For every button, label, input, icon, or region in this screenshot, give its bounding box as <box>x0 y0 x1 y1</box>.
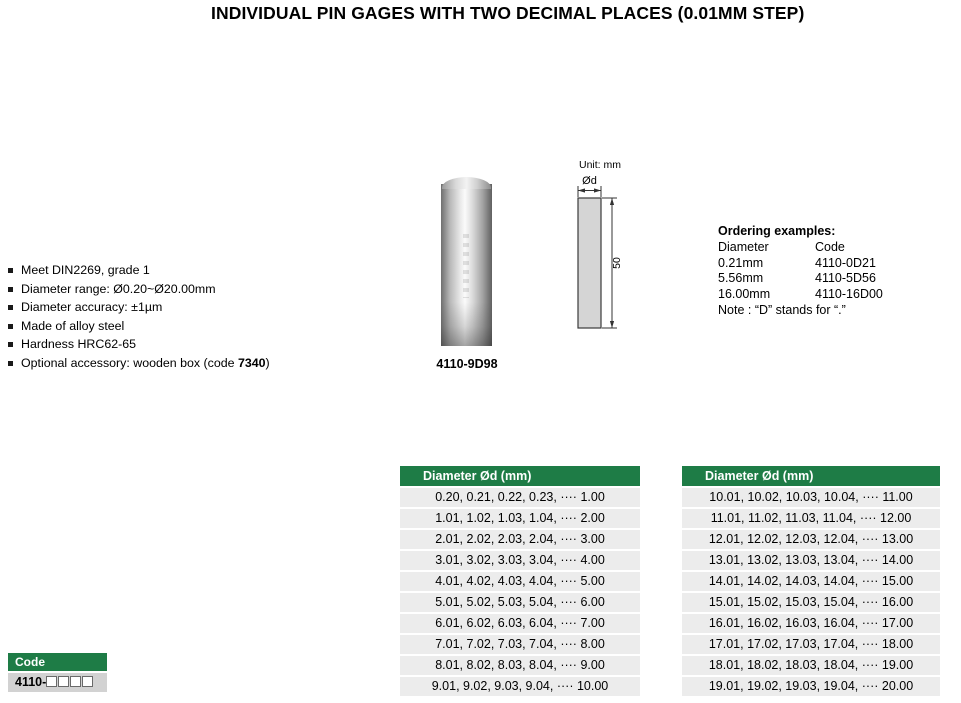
table-row: 8.01, 8.02, 8.03, 8.04, ···· 9.00 <box>400 656 640 675</box>
table-row: 7.01, 7.02, 7.03, 7.04, ···· 8.00 <box>400 635 640 654</box>
table-row: 16.01, 16.02, 16.03, 16.04, ···· 17.00 <box>682 614 940 633</box>
table-row: 9.01, 9.02, 9.03, 9.04, ···· 10.00 <box>400 677 640 696</box>
table-row: 2.01, 2.02, 2.03, 2.04, ···· 3.00 <box>400 530 640 549</box>
table-row: 11.01, 11.02, 11.03, 11.04, ···· 12.00 <box>682 509 940 528</box>
pin-engraving <box>463 234 469 298</box>
table-row: 4.01, 4.02, 4.03, 4.04, ···· 5.00 <box>400 572 640 591</box>
table-row: 6.01, 6.02, 6.03, 6.04, ···· 7.00 <box>400 614 640 633</box>
diameter-table-left <box>400 466 640 696</box>
accessory-code: 7340 <box>237 355 266 370</box>
diameter-dim-label: Ød <box>582 175 597 187</box>
table-row: 0.20, 0.21, 0.22, 0.23, ···· 1.00 <box>400 488 640 507</box>
ordering-cell: 4110-0D21 <box>815 255 876 270</box>
table-row: 5.01, 5.02, 5.03, 5.04, ···· 6.00 <box>400 593 640 612</box>
table-row: 18.01, 18.02, 18.03, 18.04, ···· 19.00 <box>682 656 940 675</box>
ordering-cell: 0.21mm <box>718 255 764 270</box>
code-placeholder-square <box>46 676 57 687</box>
feature-text: Meet DIN2269, grade 1 <box>21 263 150 277</box>
feature-text: Diameter range: Ø0.20~Ø20.00mm <box>21 281 216 296</box>
pin-outline <box>578 198 601 328</box>
diameter-table-right <box>682 466 940 696</box>
table-header: Diameter Ød (mm) <box>400 466 640 486</box>
table-row: 14.01, 14.02, 14.03, 14.04, ···· 15.00 <box>682 572 940 591</box>
ordering-examples <box>718 224 883 319</box>
ordering-col-header: Code <box>815 239 845 254</box>
ordering-note: Note : “D” stands for “.” <box>718 302 846 317</box>
feature-item <box>8 335 270 354</box>
ordering-cell: 4110-5D56 <box>815 271 876 286</box>
ordering-col-header: Diameter <box>718 239 769 254</box>
feature-item <box>8 317 270 336</box>
page-title: INDIVIDUAL PIN GAGES WITH TWO DECIMAL PLACES (0.01MM STEP) <box>211 3 805 23</box>
table-row: 12.01, 12.02, 12.03, 12.04, ···· 13.00 <box>682 530 940 549</box>
product-code-label: 4110-9D98 <box>436 357 498 371</box>
pin-top-cap <box>442 177 491 189</box>
table-row: 13.01, 13.02, 13.03, 13.04, ···· 14.00 <box>682 551 940 570</box>
feature-item <box>8 280 270 299</box>
table-row: 19.01, 19.02, 19.03, 19.04, ···· 20.00 <box>682 677 940 696</box>
ordering-cell: 4110-16D00 <box>815 287 883 302</box>
feature-text: Optional accessory: wooden box (code 7340) <box>21 355 270 370</box>
ordering-title: Ordering examples: <box>718 224 836 238</box>
dimension-drawing <box>560 153 645 348</box>
ordering-cell: 5.56mm <box>718 271 764 286</box>
code-placeholder-square <box>58 676 69 687</box>
code-block-header: Code <box>8 653 107 671</box>
square-bullet-icon <box>8 287 13 292</box>
feature-text: Hardness HRC62-65 <box>21 337 137 352</box>
square-bullet-icon <box>8 342 13 347</box>
unit-label: Unit: mm <box>579 159 621 171</box>
table-row: 15.01, 15.02, 15.03, 15.04, ···· 16.00 <box>682 593 940 612</box>
code-placeholder-square <box>82 676 93 687</box>
feature-item <box>8 298 270 317</box>
pin-body <box>441 184 492 346</box>
square-bullet-icon <box>8 361 13 366</box>
square-bullet-icon <box>8 305 13 310</box>
height-dim-label: 50 <box>611 257 623 269</box>
pin-gage-photo <box>441 177 492 346</box>
square-bullet-icon <box>8 268 13 273</box>
code-placeholder-square <box>70 676 81 687</box>
ordering-table <box>718 240 883 303</box>
table-row: 17.01, 17.02, 17.03, 17.04, ···· 18.00 <box>682 635 940 654</box>
feature-item <box>8 261 270 280</box>
feature-text: Diameter accuracy: ±1µm <box>21 300 163 315</box>
feature-list <box>8 261 270 373</box>
code-block-value: 4110- <box>8 673 107 692</box>
table-header: Diameter Ød (mm) <box>682 466 940 486</box>
table-row: 1.01, 1.02, 1.03, 1.04, ···· 2.00 <box>400 509 640 528</box>
table-row: 3.01, 3.02, 3.03, 3.04, ···· 4.00 <box>400 551 640 570</box>
table-row: 10.01, 10.02, 10.03, 10.04, ···· 11.00 <box>682 488 940 507</box>
ordering-cell: 16.00mm <box>718 287 771 302</box>
feature-text: Made of alloy steel <box>21 318 125 333</box>
feature-item <box>8 354 270 373</box>
square-bullet-icon <box>8 324 13 329</box>
